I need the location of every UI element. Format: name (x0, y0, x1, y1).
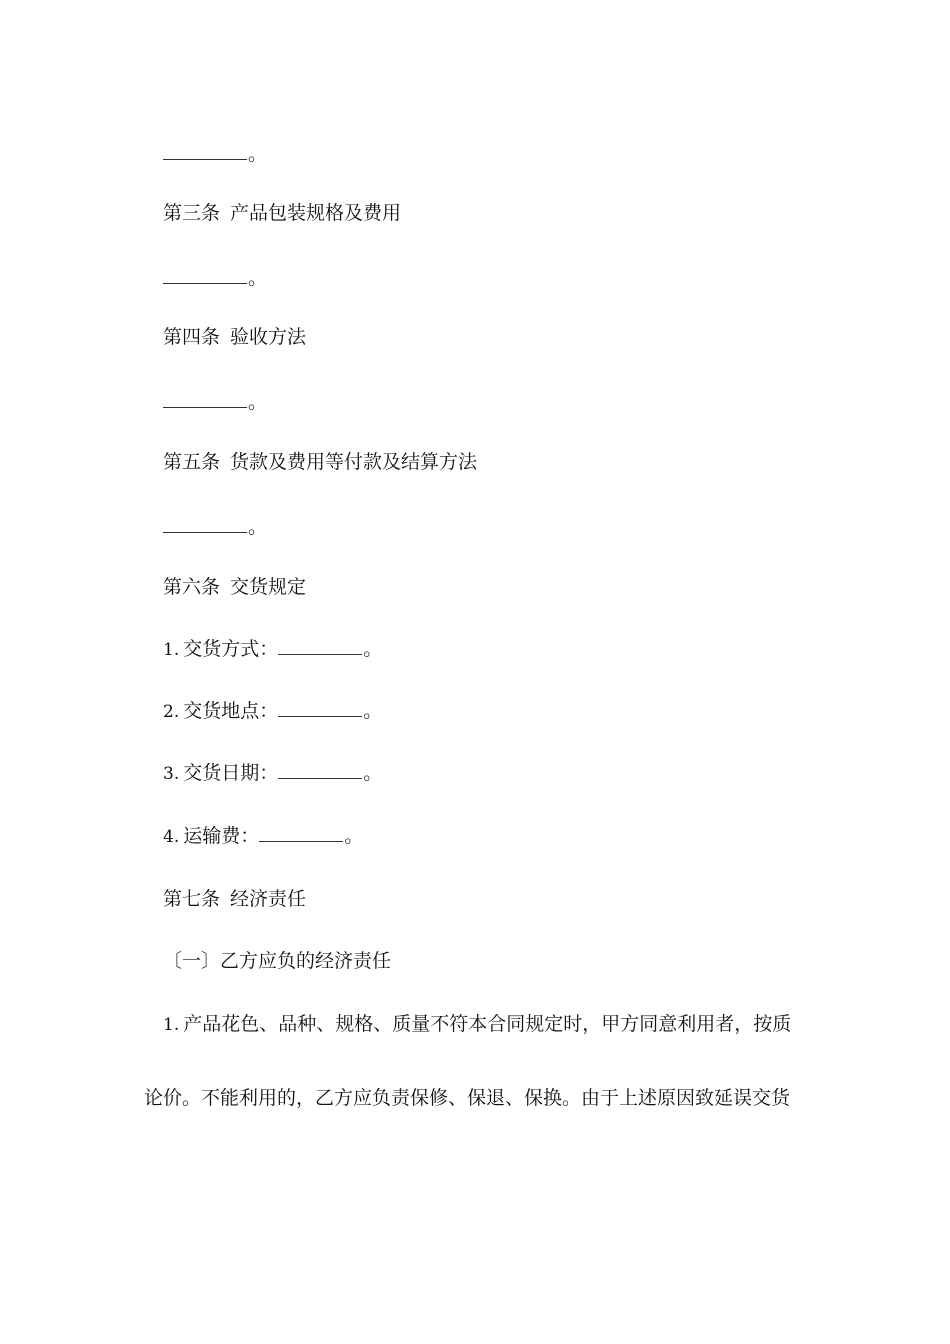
fill-in-line: 。 (163, 515, 267, 539)
item-number: 3. (163, 764, 180, 784)
blank-underline[interactable] (163, 516, 247, 533)
article-number: 第七条 (163, 888, 221, 910)
item-label: 交货地点： (183, 700, 279, 722)
blank-underline[interactable] (163, 267, 247, 284)
article-7-heading (163, 887, 306, 911)
item-number: 1. (163, 640, 180, 660)
article-number: 第三条 (163, 202, 221, 224)
article-6-heading (163, 575, 306, 599)
article-number: 第六条 (163, 576, 221, 598)
paragraph-line: 论价。不能利用的，乙方应负责保修、保退、保换。由于上述原因致延误交货 (144, 1087, 791, 1109)
item-label: 运输费： (183, 825, 260, 847)
article-title: 交货规定 (230, 576, 307, 598)
item-number: 2. (163, 702, 180, 722)
article-number: 第四条 (163, 326, 221, 348)
item-number: 4. (163, 827, 180, 847)
paragraph-line (163, 1012, 791, 1037)
item-label: 交货方式： (183, 638, 279, 660)
blank-underline[interactable] (278, 638, 362, 655)
fill-in-line: 。 (163, 266, 267, 290)
delivery-item: 3. 交货日期： 。 (163, 762, 383, 784)
delivery-item: 4. 运输费： 。 (163, 825, 364, 847)
article-title: 经济责任 (230, 888, 307, 910)
blank-underline[interactable] (259, 825, 343, 842)
section-heading: 〔一〕乙方应负的经济责任 (163, 950, 392, 972)
blank-underline[interactable] (163, 143, 247, 160)
blank-underline[interactable] (278, 762, 362, 779)
article-title: 产品包装规格及费用 (230, 202, 402, 224)
article-title: 验收方法 (230, 326, 307, 348)
blank-underline[interactable] (278, 700, 362, 717)
article-3-heading (163, 201, 401, 225)
delivery-item: 2. 交货地点： 。 (163, 700, 383, 722)
article-number: 第五条 (163, 451, 221, 473)
article-5-heading (163, 450, 477, 474)
fill-in-line: 。 (163, 390, 267, 414)
delivery-item: 1. 交货方式： 。 (163, 638, 383, 660)
item-label: 交货日期： (183, 762, 279, 784)
paragraph-text: 产品花色、品种、规格、质量不符本合同规定时，甲方同意利用者，按质 (183, 1013, 792, 1035)
fill-in-line: 。 (163, 142, 267, 166)
clause-number: 1. (163, 1015, 180, 1035)
blank-underline[interactable] (163, 391, 247, 408)
article-title: 货款及费用等付款及结算方法 (230, 451, 478, 473)
article-4-heading (163, 325, 306, 349)
